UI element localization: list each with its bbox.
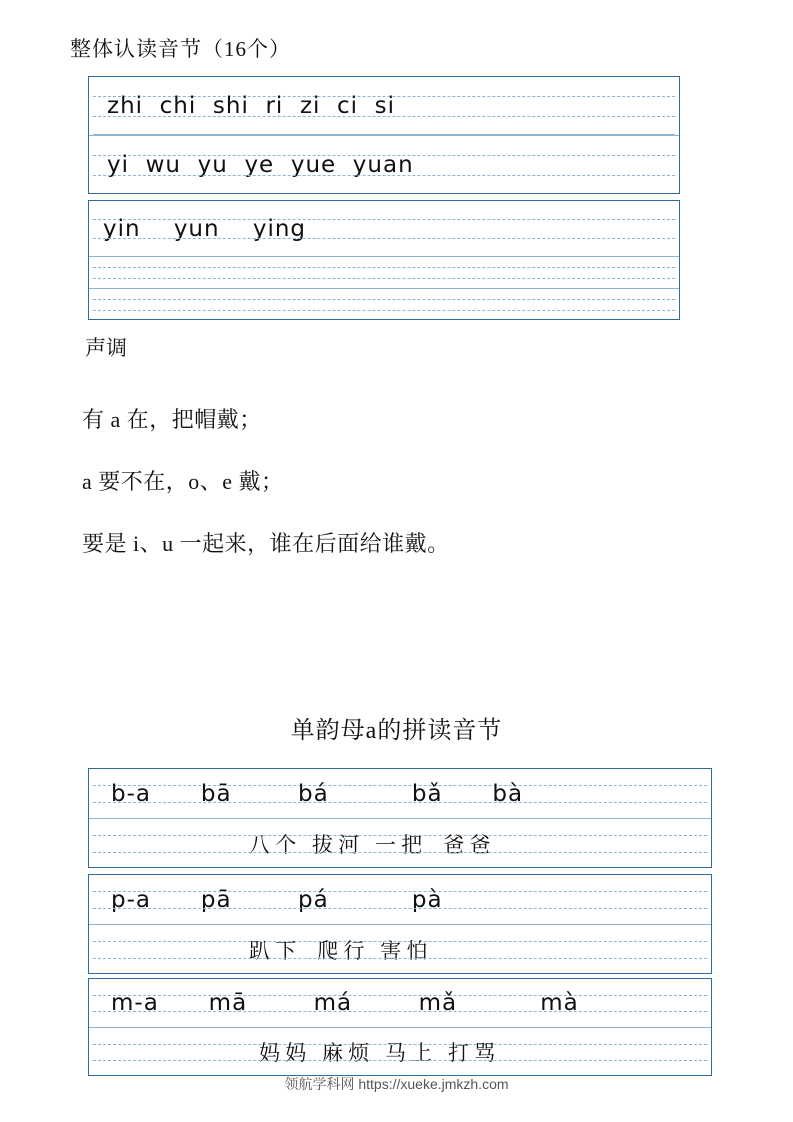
pinyin-grid-row xyxy=(89,979,711,1028)
hanzi-grid-row xyxy=(89,1028,711,1076)
hanzi-grid-row xyxy=(89,925,711,974)
pinyin-grid-row-blank xyxy=(89,289,679,320)
pinyin-grid-row xyxy=(89,769,711,819)
pinyin-line: b-a bā bá bǎ bà xyxy=(111,780,524,807)
hanzi-line: 妈 妈 麻 烦 马 上 打 骂 xyxy=(259,1041,496,1065)
pinyin-grid-box-1 xyxy=(88,76,680,194)
pinyin-grid-row xyxy=(89,201,679,257)
hanzi-line: 八 个 拔 河 一 把 爸 爸 xyxy=(249,832,491,857)
tone-heading: 声调 xyxy=(85,336,127,360)
tone-rule-line: a 要不在，o、e 戴； xyxy=(82,469,284,494)
pinyin-grid-box-2 xyxy=(88,200,680,320)
hanzi-grid-row xyxy=(89,819,711,868)
pinyin-line: p-a pā pá pà xyxy=(111,886,443,913)
syllable-box-b xyxy=(88,768,712,868)
tone-rule-line: 有 a 在，把帽戴； xyxy=(82,407,262,432)
section-title-danyunmu: 单韵母a的拼读音节 xyxy=(290,718,503,744)
pinyin-grid-row xyxy=(89,77,679,136)
pinyin-grid-row-blank xyxy=(89,257,679,289)
hanzi-line: 趴 下 爬 行 害 怕 xyxy=(249,938,428,963)
syllable-box-p xyxy=(88,874,712,974)
pinyin-line: yi wu yu ye yue yuan xyxy=(107,152,414,178)
grid-baseline xyxy=(93,134,675,135)
pinyin-line: m-a mā má mǎ mà xyxy=(111,990,579,1016)
syllable-box-m xyxy=(88,978,712,1076)
pinyin-line: zhi chi shi ri zi ci si xyxy=(107,93,396,119)
footer-watermark: 领航学科网 https://xueke.jmkzh.com xyxy=(284,1076,509,1092)
pinyin-grid-row xyxy=(89,875,711,925)
pinyin-grid-row xyxy=(89,136,679,194)
tone-rule-line: 要是 i、u 一起来，谁在后面给谁戴。 xyxy=(82,531,450,556)
page-title: 整体认读音节（16个） xyxy=(70,37,291,61)
pinyin-line: yin yun ying xyxy=(103,215,307,242)
